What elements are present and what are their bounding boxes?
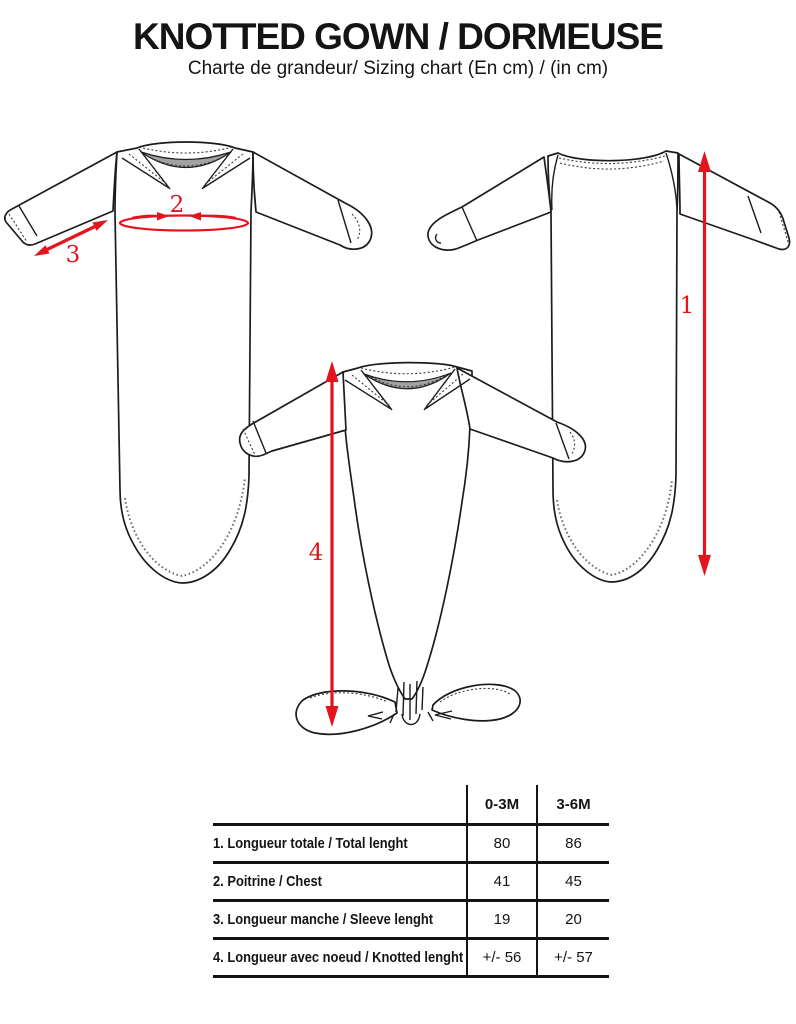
knotted-body	[343, 363, 472, 699]
table-row-sleeve-length	[213, 901, 609, 939]
table-row-total-length	[213, 825, 609, 863]
back-right-sleeve	[679, 154, 790, 249]
front-left-sleeve	[5, 152, 117, 245]
row-label: 3. Longueur manche / Sleeve lenght	[213, 901, 467, 939]
table-row-knotted-length	[213, 939, 609, 977]
size-column-3-6m: 3-6M	[537, 785, 609, 825]
table-row-chest	[213, 863, 609, 901]
value-3-6m: 86	[537, 825, 609, 863]
size-column-0-3m: 0-3M	[467, 785, 537, 825]
measurement-label-3: 3	[65, 242, 81, 268]
size-table-header-row	[213, 785, 609, 825]
gown-front-drawing	[5, 142, 372, 583]
page-subtitle: Charte de grandeur/ Sizing chart (En cm) / (in cm)	[187, 58, 609, 79]
row-label: 2. Poitrine / Chest	[213, 863, 467, 901]
measurement-label-2: 2	[169, 192, 185, 218]
knot-right-wing	[432, 684, 520, 721]
value-0-3m: +/- 56	[467, 939, 537, 977]
value-3-6m: 45	[537, 863, 609, 901]
back-left-sleeve	[428, 157, 551, 250]
row-label: 1. Longueur totale / Total lenght	[213, 825, 467, 863]
gown-knotted-drawing	[240, 363, 586, 735]
row-label: 4. Longueur avec noeud / Knotted lenght	[213, 939, 467, 977]
measurement-label-4: 4	[308, 540, 324, 566]
value-3-6m: +/- 57	[537, 939, 609, 977]
value-0-3m: 41	[467, 863, 537, 901]
size-table-corner	[213, 785, 467, 825]
page-title: KNOTTED GOWN / DORMEUSE	[133, 16, 663, 57]
knotted-left-sleeve	[240, 372, 346, 456]
gown-back-drawing	[428, 151, 790, 582]
value-0-3m: 80	[467, 825, 537, 863]
value-3-6m: 20	[537, 901, 609, 939]
value-0-3m: 19	[467, 901, 537, 939]
measurement-label-1: 1	[679, 293, 695, 319]
size-table	[213, 785, 609, 978]
front-right-sleeve	[253, 152, 372, 249]
back-body	[548, 151, 678, 582]
